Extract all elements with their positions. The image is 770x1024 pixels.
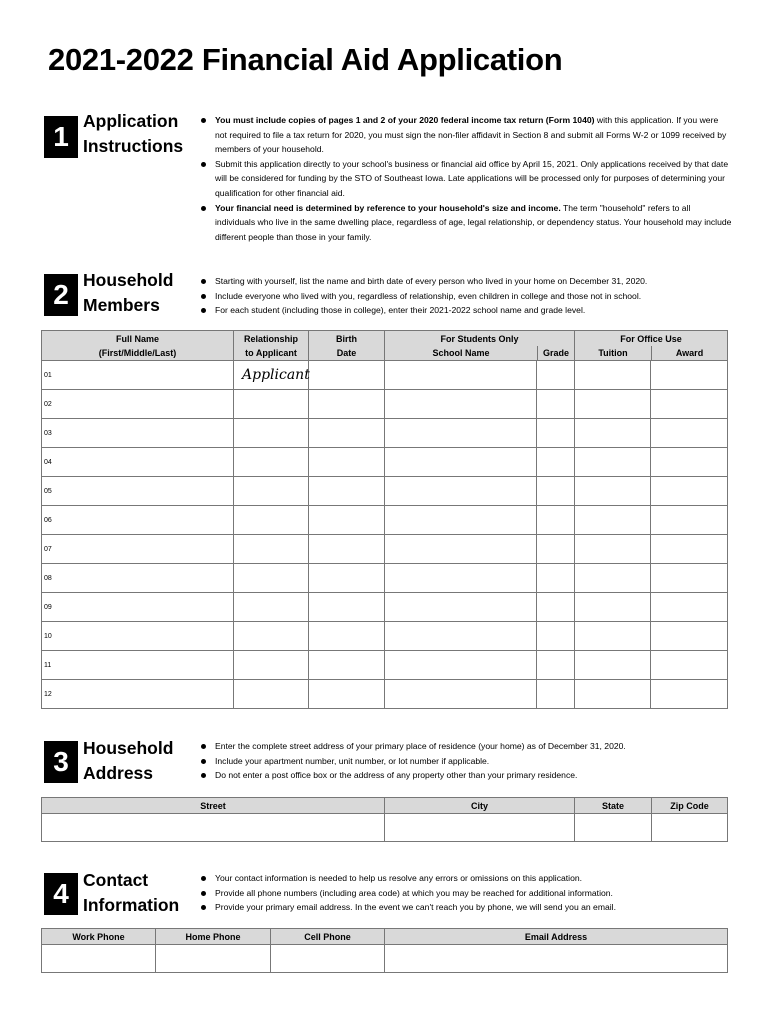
tuition-cell — [575, 361, 651, 390]
grade-cell[interactable] — [537, 535, 575, 564]
school-name-cell[interactable] — [385, 680, 537, 709]
list-item: Starting with yourself, list the name and birth date of every person who lived in your home on December 31, 2020. — [200, 274, 732, 289]
birth-date-cell[interactable] — [309, 361, 385, 390]
row-number: 08 — [42, 564, 234, 593]
section-2-title-line2: Members — [83, 295, 160, 315]
award-header: Award — [651, 346, 727, 360]
row-number: 07 — [42, 535, 234, 564]
home-phone-header: Home Phone — [156, 929, 271, 945]
list-item: Your contact information is needed to help us resolve any errors or omissions on this application. — [200, 871, 732, 886]
birth-date-cell[interactable] — [309, 564, 385, 593]
list-item: Submit this application directly to your school's business or financial aid office by April 15, 2021. Only applications received by that date will be considered for funding by the STO of Southeast Iowa. Late applications will be processed only for purposes of determining your qualification for other financial aid. — [200, 157, 732, 201]
school-name-cell[interactable] — [385, 419, 537, 448]
birth-date-cell[interactable] — [309, 477, 385, 506]
home-phone-field[interactable] — [156, 945, 271, 973]
grade-cell[interactable] — [537, 622, 575, 651]
award-cell — [651, 448, 728, 477]
school-name-cell[interactable] — [385, 622, 537, 651]
email-address-field[interactable] — [385, 945, 728, 973]
row-number: 01 — [42, 361, 234, 390]
tuition-cell — [575, 535, 651, 564]
section-3-instructions — [200, 739, 732, 783]
work-phone-header: Work Phone — [42, 929, 156, 945]
relationship-cell[interactable] — [234, 448, 309, 477]
tuition-cell — [575, 622, 651, 651]
tuition-header: Tuition — [598, 347, 628, 358]
school-name-cell[interactable] — [385, 506, 537, 535]
grade-cell[interactable] — [537, 448, 575, 477]
table-row — [42, 680, 728, 709]
award-cell — [651, 535, 728, 564]
table-row — [42, 622, 728, 651]
tuition-cell — [575, 448, 651, 477]
grade-cell[interactable] — [537, 361, 575, 390]
table-row — [42, 361, 728, 390]
relationship-cell[interactable] — [234, 419, 309, 448]
row-number: 05 — [42, 477, 234, 506]
list-item: Include everyone who lived with you, regardless of relationship, even children in college and those not in school. — [200, 289, 732, 304]
school-name-cell[interactable] — [385, 535, 537, 564]
table-row — [42, 564, 728, 593]
award-cell — [651, 419, 728, 448]
table-row — [42, 535, 728, 564]
section-1-instructions — [200, 113, 732, 244]
list-item: Enter the complete street address of your primary place of residence (your home) as of December 31, 2020. — [200, 739, 732, 754]
birth-date-cell[interactable] — [309, 419, 385, 448]
tuition-cell — [575, 506, 651, 535]
birth-date-cell[interactable] — [309, 593, 385, 622]
page-title: 2021-2022 Financial Aid Application — [48, 42, 563, 77]
list-item: Provide your primary email address. In the event we can't reach you by phone, we will send you an email. — [200, 900, 732, 915]
tuition-cell — [575, 593, 651, 622]
tuition-cell — [575, 564, 651, 593]
section-4-title-line2: Information — [83, 895, 180, 915]
list-item: Your financial need is determined by reference to your household's size and income. The term "household" refers to all individuals who live in the same dwelling place, regardless of age, legal relationship, or dependency status. Your household may include different people than those in your family. — [200, 201, 732, 245]
table-row — [42, 419, 728, 448]
award-cell — [651, 390, 728, 419]
relationship-cell[interactable] — [234, 506, 309, 535]
table-row — [42, 448, 728, 477]
email-address-header: Email Address — [385, 929, 728, 945]
relationship-cell[interactable] — [234, 390, 309, 419]
grade-cell[interactable] — [537, 593, 575, 622]
section-3-title-line1: Household — [83, 738, 174, 758]
contact-information-table — [41, 928, 728, 973]
grade-cell[interactable] — [537, 390, 575, 419]
list-item: Do not enter a post office box or the address of any property other than your primary residence. — [200, 768, 732, 783]
tuition-cell — [575, 651, 651, 680]
row-number: 10 — [42, 622, 234, 651]
birth-date-header: Birth Date — [309, 331, 385, 361]
grade-cell[interactable] — [537, 564, 575, 593]
relationship-header: Relationship to Applicant — [234, 331, 309, 361]
row-number: 09 — [42, 593, 234, 622]
award-cell — [651, 622, 728, 651]
grade-cell[interactable] — [537, 651, 575, 680]
work-phone-field[interactable] — [42, 945, 156, 973]
relationship-cell[interactable] — [234, 535, 309, 564]
cell-phone-header: Cell Phone — [271, 929, 385, 945]
section-4-title-line1: Contact — [83, 870, 149, 890]
award-cell — [651, 680, 728, 709]
row-number: 12 — [42, 680, 234, 709]
list-item: Include your apartment number, unit number, or lot number if applicable. — [200, 754, 732, 769]
birth-date-cell[interactable] — [309, 448, 385, 477]
section-4-instructions — [200, 871, 732, 915]
school-name-cell[interactable] — [385, 593, 537, 622]
relationship-cell[interactable] — [234, 477, 309, 506]
tuition-cell — [575, 419, 651, 448]
school-name-cell[interactable] — [385, 390, 537, 419]
relationship-cell[interactable] — [234, 622, 309, 651]
section-3-title-line2: Address — [83, 763, 154, 783]
award-cell — [651, 564, 728, 593]
row-number: 02 — [42, 390, 234, 419]
zip-code-header: Zip Code — [652, 798, 728, 814]
row-number: 11 — [42, 651, 234, 680]
section-3-title — [83, 736, 173, 786]
section-1-number: 1 — [44, 116, 78, 158]
section-1-title-line2: Instructions — [83, 136, 184, 156]
table-row — [42, 477, 728, 506]
school-name-cell[interactable] — [385, 448, 537, 477]
section-1-title — [83, 109, 183, 159]
birth-date-cell[interactable] — [309, 651, 385, 680]
tuition-cell — [575, 477, 651, 506]
relationship-cell[interactable] — [234, 564, 309, 593]
list-item: For each student (including those in college), enter their 2021-2022 school name and grade level. — [200, 303, 732, 318]
tuition-cell — [575, 680, 651, 709]
table-row — [42, 651, 728, 680]
list-item: You must include copies of pages 1 and 2 of your 2020 federal income tax return (Form 1040) with this application. If you were not required to file a tax return for 2020, you must sign the non-filer affidavit in Section 8 and submit all Forms W-2 or 1099 received by members of your household. — [200, 113, 732, 157]
section-3-number: 3 — [44, 741, 78, 783]
relationship-cell[interactable] — [234, 593, 309, 622]
birth-date-cell[interactable] — [309, 506, 385, 535]
birth-date-cell[interactable] — [309, 680, 385, 709]
relationship-cell[interactable] — [234, 680, 309, 709]
table-row — [42, 506, 728, 535]
city-header: City — [385, 798, 575, 814]
school-name-cell[interactable] — [385, 361, 537, 390]
grade-cell[interactable] — [537, 680, 575, 709]
school-name-header: School Name — [432, 347, 490, 358]
list-item: Provide all phone numbers (including area code) at which you may be reached for additional information. — [200, 886, 732, 901]
school-name-cell[interactable] — [385, 477, 537, 506]
office-use-header: For Office Use Tuition Award — [575, 331, 728, 361]
relationship-cell[interactable]: Applicant — [234, 361, 309, 390]
award-cell — [651, 477, 728, 506]
section-4-number: 4 — [44, 873, 78, 915]
grade-cell[interactable] — [537, 477, 575, 506]
state-header: State — [575, 798, 652, 814]
row-number: 03 — [42, 419, 234, 448]
section-2-number: 2 — [44, 274, 78, 316]
grade-header: Grade — [537, 346, 574, 360]
street-header: Street — [42, 798, 385, 814]
row-number: 04 — [42, 448, 234, 477]
street-field[interactable] — [42, 814, 385, 842]
award-cell — [651, 506, 728, 535]
school-name-cell[interactable] — [385, 651, 537, 680]
table-row — [42, 593, 728, 622]
household-address-table — [41, 797, 728, 842]
cell-phone-field[interactable] — [271, 945, 385, 973]
table-row — [42, 390, 728, 419]
school-name-cell[interactable] — [385, 564, 537, 593]
grade-cell[interactable] — [537, 419, 575, 448]
birth-date-cell[interactable] — [309, 535, 385, 564]
section-1-title-line1: Application — [83, 111, 179, 131]
birth-date-cell[interactable] — [309, 622, 385, 651]
state-field[interactable] — [575, 814, 652, 842]
row-number: 06 — [42, 506, 234, 535]
grade-cell[interactable] — [537, 506, 575, 535]
award-cell — [651, 361, 728, 390]
section-2-title-line1: Household — [83, 270, 174, 290]
zip-code-field[interactable] — [652, 814, 728, 842]
full-name-header: Full Name (First/Middle/Last) — [42, 331, 234, 361]
students-only-header: For Students Only School Name Grade — [385, 331, 575, 361]
section-4-title — [83, 868, 179, 918]
relationship-cell[interactable] — [234, 651, 309, 680]
section-2-title — [83, 268, 173, 318]
award-cell — [651, 651, 728, 680]
award-cell — [651, 593, 728, 622]
city-field[interactable] — [385, 814, 575, 842]
section-2-instructions — [200, 274, 732, 318]
tuition-cell — [575, 390, 651, 419]
birth-date-cell[interactable] — [309, 390, 385, 419]
household-members-table — [41, 330, 728, 709]
